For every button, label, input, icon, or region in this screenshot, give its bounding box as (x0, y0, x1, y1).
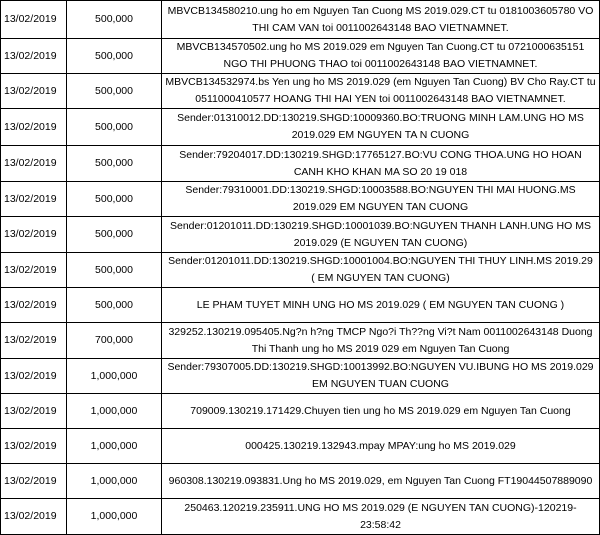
row-date: 13/02/2019 (1, 323, 67, 359)
row-amount: 1,000,000 (67, 359, 162, 394)
table-row (1, 288, 600, 323)
row-date: 13/02/2019 (1, 109, 67, 146)
row-amount: 500,000 (67, 182, 162, 217)
table-row (1, 323, 600, 359)
row-date: 13/02/2019 (1, 146, 67, 182)
row-amount: 1,000,000 (67, 394, 162, 429)
row-amount: 500,000 (67, 217, 162, 253)
row-amount: 500,000 (67, 146, 162, 182)
row-description: 960308.130219.093831.Ung ho MS 2019.029, em Nguyen Tan Cuong FT19044507889090 (162, 464, 600, 499)
row-amount: 700,000 (67, 323, 162, 359)
row-description: Sender:01310012.DD:130219.SHGD:10009360.BO:TRUONG MINH LAM.UNG HO MS 2019.029 EM NGUYEN TA N CUONG (162, 109, 600, 146)
row-amount: 500,000 (67, 109, 162, 146)
row-date: 13/02/2019 (1, 217, 67, 253)
row-amount: 1,000,000 (67, 499, 162, 535)
row-description: Sender:79307005.DD:130219.SHGD:10013992.BO:NGUYEN VU.IBUNG HO MS 2019.029 EM NGUYEN TUAN CUONG (162, 359, 600, 394)
table-row (1, 499, 600, 535)
row-amount: 1,000,000 (67, 464, 162, 499)
table-row (1, 253, 600, 288)
row-description: Sender:79310001.DD:130219.SHGD:10003588.BO:NGUYEN THI MAI HUONG.MS 2019.029 EM NGUYEN TAN CUONG (162, 182, 600, 217)
row-description: LE PHAM TUYET MINH UNG HO MS 2019.029 ( EM NGUYEN TAN CUONG ) (162, 288, 600, 323)
row-amount: 500,000 (67, 288, 162, 323)
row-amount: 500,000 (67, 39, 162, 74)
row-amount: 500,000 (67, 253, 162, 288)
row-date: 13/02/2019 (1, 499, 67, 535)
row-amount: 500,000 (67, 1, 162, 39)
table-row (1, 109, 600, 146)
row-amount: 1,000,000 (67, 429, 162, 464)
row-date: 13/02/2019 (1, 39, 67, 74)
table-row (1, 217, 600, 253)
table-row (1, 1, 600, 39)
row-date: 13/02/2019 (1, 359, 67, 394)
row-description: MBVCB134532974.bs Yen ung ho MS 2019.029 (em Nguyen Tan Cuong) BV Cho Ray.CT tu 0511000410577 HOANG THI HAI YEN toi 0011002643148 BAO VIETNAMNET. (162, 74, 600, 109)
table-row (1, 182, 600, 217)
row-date: 13/02/2019 (1, 1, 67, 39)
row-description: Sender:79204017.DD:130219.SHGD:17765127.BO:VU CONG THOA.UNG HO HOAN CANH KHO KHAN MA SO 20 19 018 (162, 146, 600, 182)
row-date: 13/02/2019 (1, 394, 67, 429)
row-description: MBVCB134570502.ung ho MS 2019.029 em Nguyen Tan Cuong.CT tu 0721000635151 NGO THI PHUONG THAO toi 0011002643148 BAO VIETNAMNET. (162, 39, 600, 74)
table-row (1, 429, 600, 464)
row-description: 329252.130219.095405.Ng?n h?ng TMCP Ngo?i Th??ng Vi?t Nam 0011002643148 Duong Thi Thanh ung ho MS 2019 029 em Nguyen Tan Cuong (162, 323, 600, 359)
row-date: 13/02/2019 (1, 182, 67, 217)
row-description: 250463.120219.235911.UNG HO MS 2019.029 (E NGUYEN TAN CUONG)-120219-23:58:42 (162, 499, 600, 535)
table-row (1, 394, 600, 429)
table-row (1, 464, 600, 499)
row-description: MBVCB134580210.ung ho em Nguyen Tan Cuong MS 2019.029.CT tu 0181003605780 VO THI CAM VAN toi 0011002643148 BAO VIETNAMNET. (162, 1, 600, 39)
row-description: 709009.130219.171429.Chuyen tien ung ho MS 2019.029 em Nguyen Tan Cuong (162, 394, 600, 429)
row-date: 13/02/2019 (1, 253, 67, 288)
row-date: 13/02/2019 (1, 429, 67, 464)
row-amount: 500,000 (67, 74, 162, 109)
row-date: 13/02/2019 (1, 464, 67, 499)
row-date: 13/02/2019 (1, 288, 67, 323)
table-row (1, 146, 600, 182)
row-description: Sender:01201011.DD:130219.SHGD:10001004.BO:NGUYEN THI THUY LINH.MS 2019.29 ( EM NGUYEN TAN CUONG) (162, 253, 600, 288)
table-row (1, 39, 600, 74)
row-description: Sender:01201011.DD:130219.SHGD:10001039.BO:NGUYEN THANH LANH.UNG HO MS 2019.029 (E NGUYEN TAN CUONG) (162, 217, 600, 253)
table-row (1, 359, 600, 394)
table-row (1, 74, 600, 109)
row-description: 000425.130219.132943.mpay MPAY:ung ho MS 2019.029 (162, 429, 600, 464)
row-date: 13/02/2019 (1, 74, 67, 109)
